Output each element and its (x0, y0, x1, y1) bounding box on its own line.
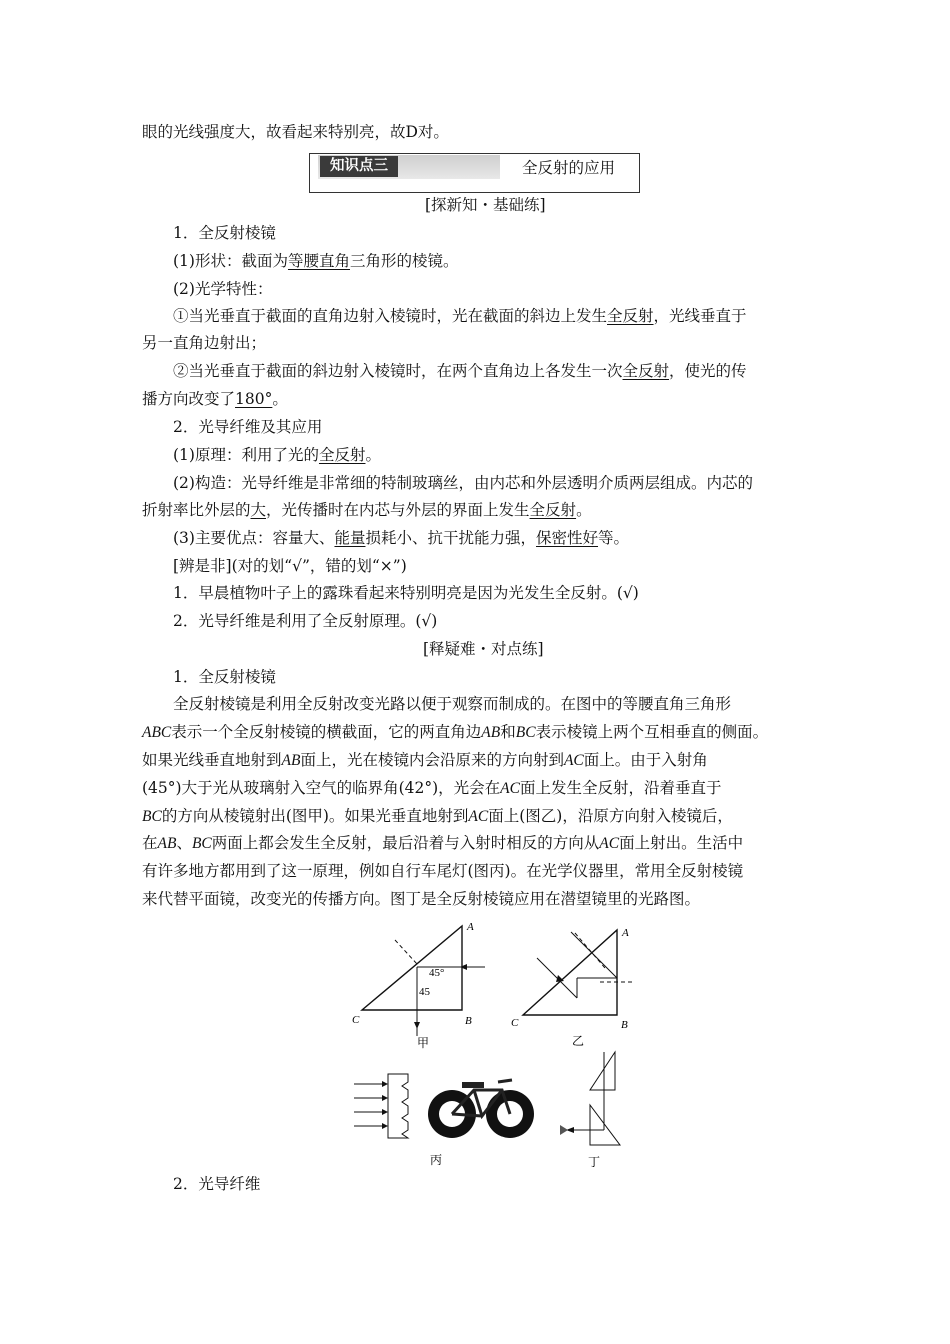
figure-ding (560, 1050, 635, 1170)
blank-answer: 全反射 (607, 307, 654, 325)
subheading: 2．光导纤维及其应用 (173, 418, 323, 436)
section-heading: [探新知・基础练] (425, 196, 546, 214)
eye-icon (560, 1125, 568, 1135)
figure-caption: 乙 (572, 1034, 585, 1048)
knowledge-point-tag: 知识点三 (320, 156, 398, 177)
angle-label: 45 (419, 986, 430, 998)
text-line: [辨是非](对的划“√”，错的划“×”) (173, 557, 407, 575)
subheading: 2．光导纤维 (173, 1175, 261, 1193)
prism-upper (590, 1052, 615, 1090)
figure-yi (505, 918, 655, 1050)
text-line: (2)光学特性： (173, 280, 273, 298)
figure-jia (345, 918, 495, 1050)
angle-label: 45° (429, 967, 445, 979)
text-line: (1)形状：截面为等腰直角三角形的棱镜。 (173, 252, 459, 270)
vertex-label: A (622, 927, 629, 939)
text-line: BC的方向从棱镜射出(图甲)。如果光垂直地射到AC面上(图乙)，沿原方向射入棱镜后， (142, 807, 733, 825)
text-line: ABC表示一个全反射棱镜的横截面，它的两直角边AB和BC表示棱镜上两个互相垂直的侧面。 (142, 723, 769, 741)
section-heading: [释疑难・对点练] (423, 640, 544, 658)
blank-answer: 全反射 (529, 501, 577, 519)
figure-caption: 丙 (430, 1153, 443, 1167)
text-line: 播方向改变了180°。 (142, 390, 288, 408)
knowledge-point-title: 全反射的应用 (522, 159, 616, 177)
text-line: 如果光线垂直地射到AB面上，光在棱镜内会沿原来的方向射到AC面上。由于入射角 (142, 751, 708, 769)
subheading: 1．全反射棱镜 (173, 668, 276, 686)
text-line: 有许多地方都用到了这一原理，例如自行车尾灯(图丙)。在光学仪器里，常用全反射棱镜 (142, 862, 744, 880)
blank-answer: 保密性好 (536, 529, 599, 547)
text-line: 在AB、BC两面上都会发生全反射，最后沿着与入射时相反的方向从AC面上射出。生活中 (142, 834, 744, 852)
blank-answer: 全反射 (318, 446, 366, 464)
prism-triangle (523, 930, 617, 1015)
text-line: 来代替平面镜，改变光的传播方向。图丁是全反射棱镜应用在潜望镜里的光路图。 (142, 890, 701, 908)
blank-answer: 全反射 (622, 362, 670, 380)
text-line: (1)原理：利用了光的全反射。 (173, 446, 381, 464)
vertex-label: C (352, 1014, 360, 1026)
figure-caption: 甲 (417, 1036, 430, 1050)
vertex-label: B (621, 1019, 628, 1031)
figure-bing (352, 1072, 537, 1172)
subheading: 1．全反射棱镜 (173, 224, 276, 242)
text-line: 2．光导纤维是利用了全反射原理。(√) (173, 612, 438, 630)
blank-answer: 180° (235, 390, 273, 408)
prism-lower (590, 1105, 620, 1145)
vertex-label: A (467, 921, 474, 933)
text-line: (2)构造：光导纤维是非常细的特制玻璃丝，由内芯和外层透明介质两层组成。内芯的 (173, 474, 753, 492)
light-ray (571, 932, 617, 978)
text-line: (45°)大于光从玻璃射入空气的临界角(42°)，光会在AC面上发生全反射，沿着垂直于 (142, 779, 722, 797)
figure-caption: 丁 (588, 1155, 601, 1169)
text-line: ②当光垂直于截面的斜边射入棱镜时，在两个直角边上各发生一次全反射，使光的传 (173, 362, 747, 380)
text-line: 1．早晨植物叶子上的露珠看起来特别明亮是因为光发生全反射。(√) (173, 584, 639, 602)
blank-answer: 能量 (334, 529, 366, 547)
blank-answer: 大 (250, 501, 267, 519)
text-line: ①当光垂直于截面的直角边射入棱镜时，光在截面的斜边上发生全反射，光线垂直于 (173, 307, 747, 325)
text-line: 全反射棱镜是利用全反射改变光路以便于观察而制成的。在图中的等腰直角三角形 (173, 695, 732, 713)
normal-line (395, 940, 417, 964)
text-line: 另一直角边射出； (142, 334, 267, 352)
text-line: 眼的光线强度大，故看起来特别亮，故D对。 (142, 123, 449, 141)
text-line: 折射率比外层的大，光传播时在内芯与外层的界面上发生全反射。 (142, 501, 592, 519)
bicycle-handle (498, 1080, 512, 1082)
reflector (388, 1074, 408, 1138)
bicycle-seat (462, 1082, 484, 1088)
arrow-head (460, 964, 467, 970)
vertex-label: C (511, 1017, 519, 1029)
text-line: (3)主要优点：容量大、能量损耗小、抗干扰能力强，保密性好等。 (173, 529, 630, 547)
incident-arrows (354, 1081, 388, 1129)
arrow-head (414, 1022, 420, 1029)
light-ray (537, 958, 577, 998)
blank-answer: 等腰直角 (287, 252, 350, 270)
vertex-label: B (465, 1015, 472, 1027)
prism-triangle (362, 926, 462, 1010)
